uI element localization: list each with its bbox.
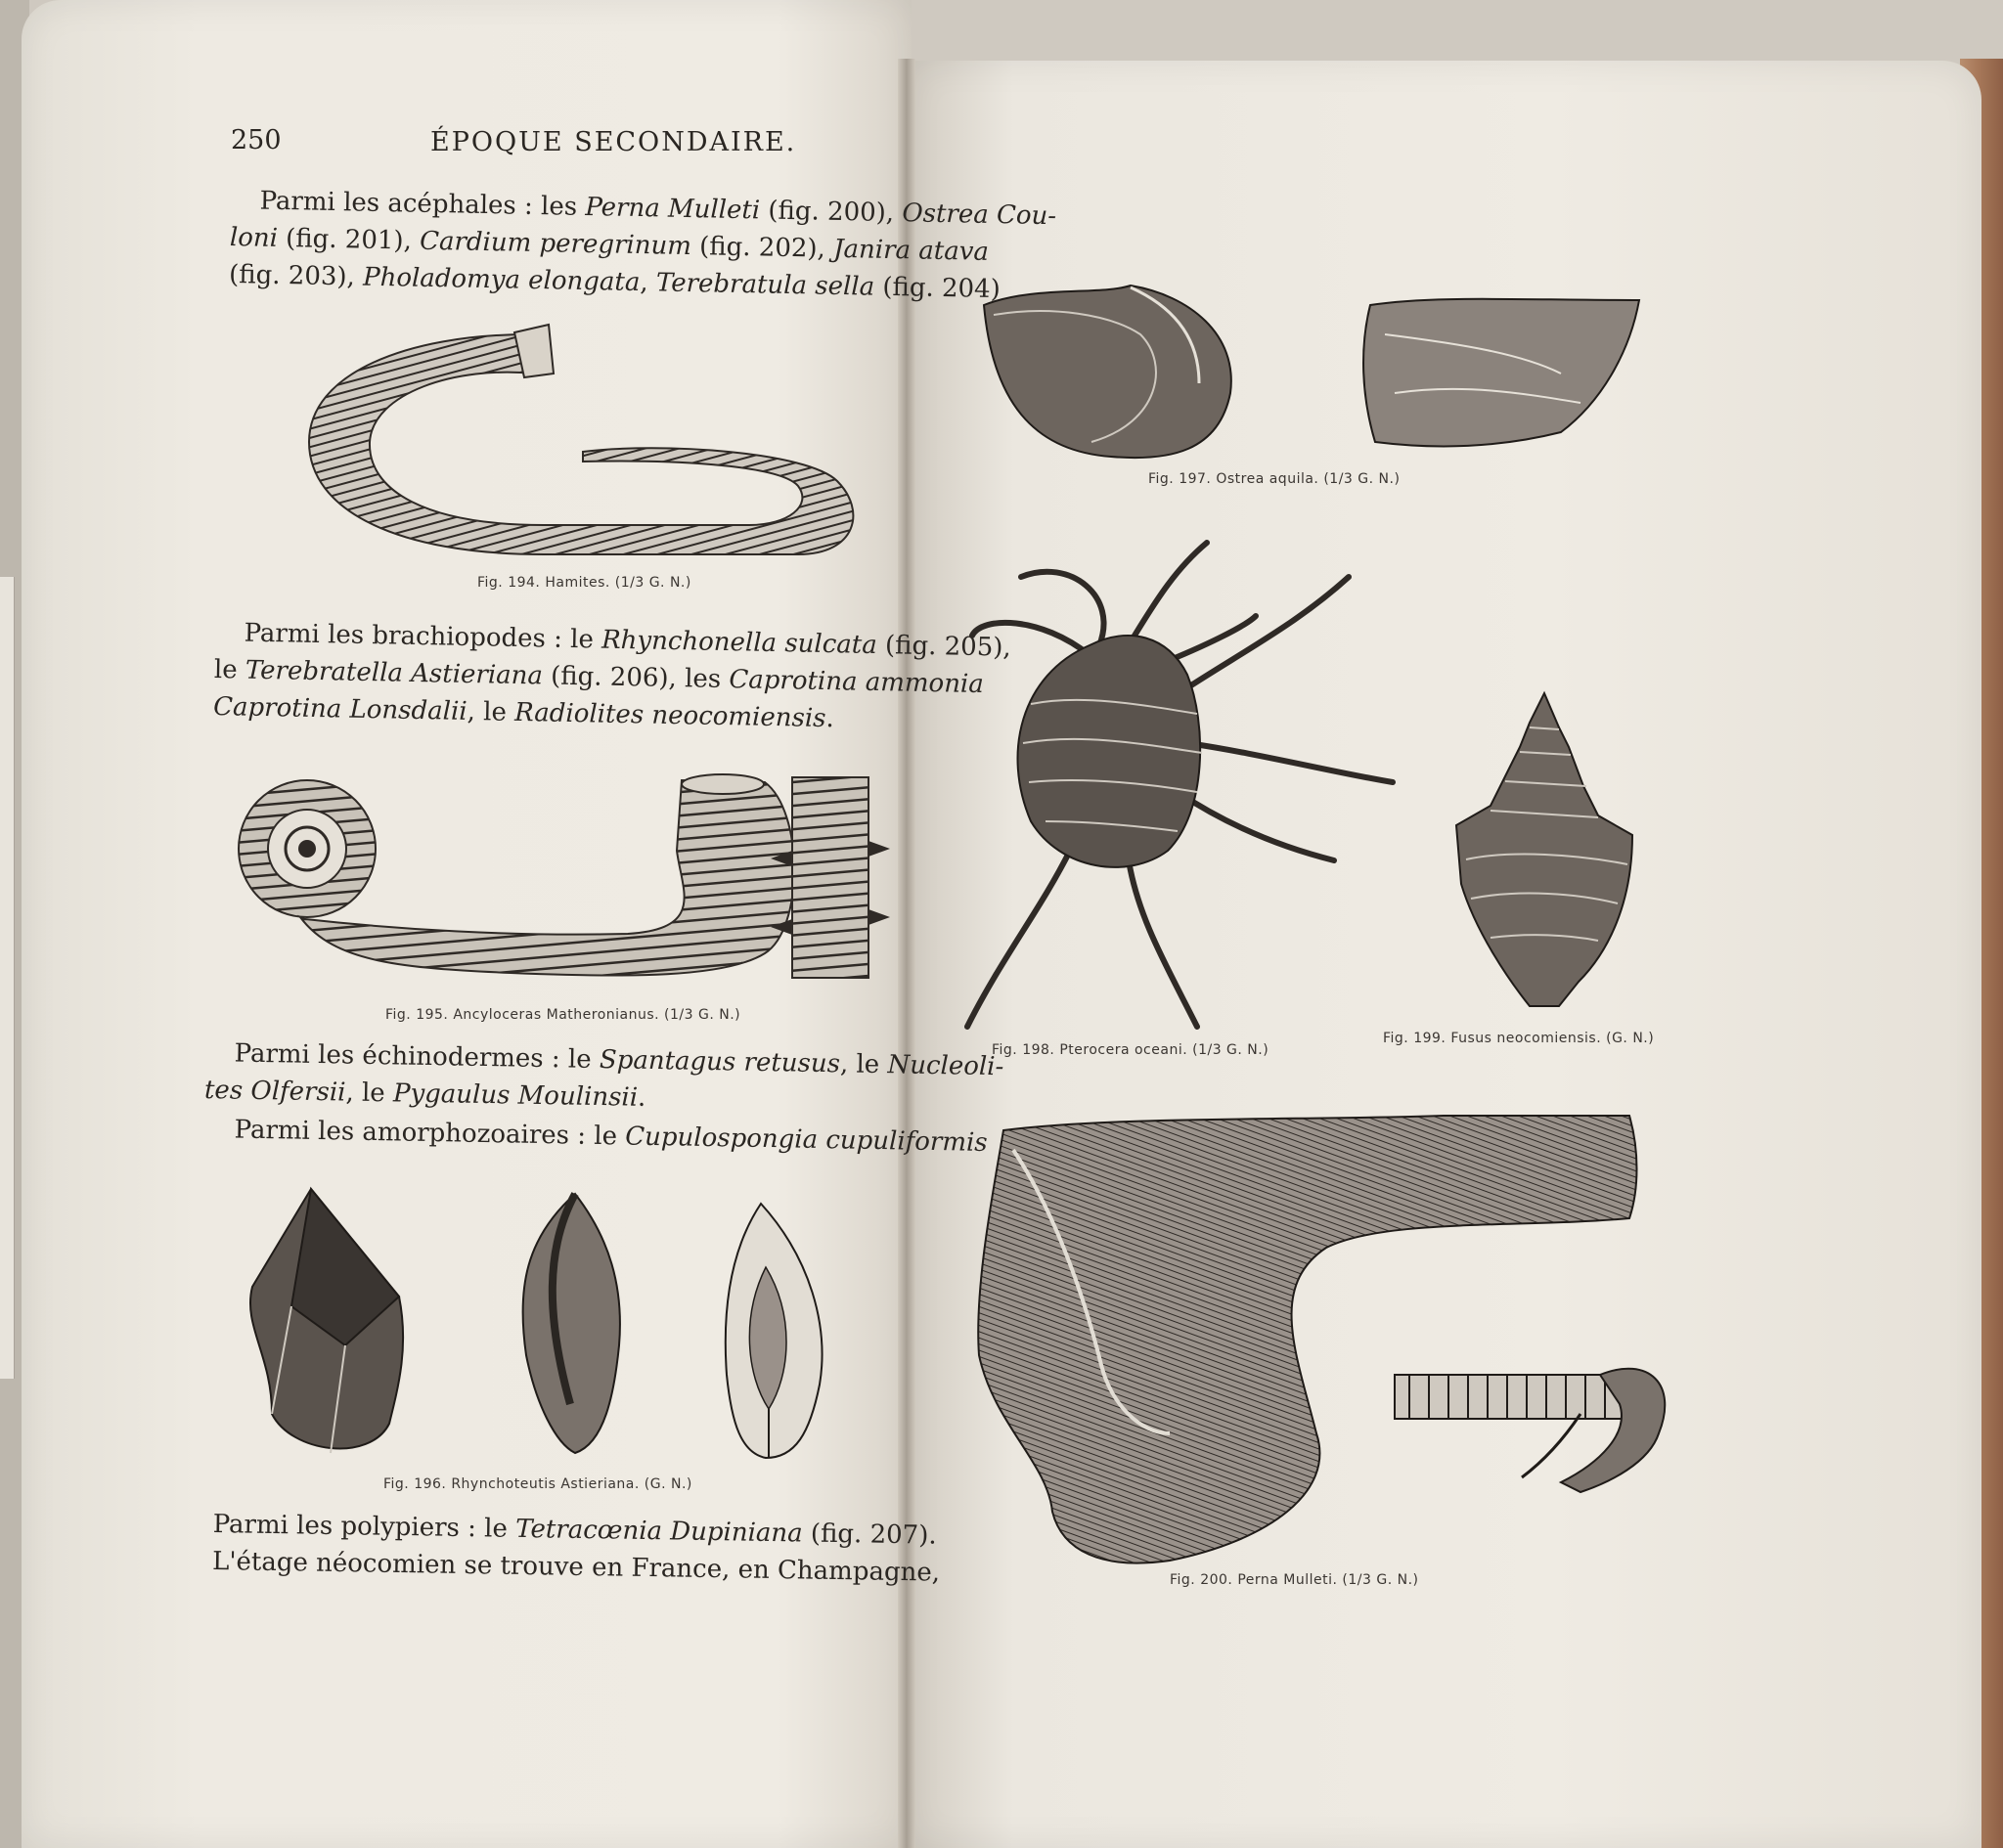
background-paper-strip xyxy=(0,577,15,1379)
fig194-caption: Fig. 194. Hamites. (1/3 G. N.) xyxy=(477,575,691,591)
fig198-caption: Fig. 198. Pterocera oceani. (1/3 G. N.) xyxy=(992,1042,1269,1058)
fig200-caption: Fig. 200. Perna Mulleti. (1/3 G. N.) xyxy=(1170,1572,1419,1588)
ostrea-aquila-engraving xyxy=(974,276,1639,471)
perna-mulleti-engraving xyxy=(974,1111,1678,1570)
fusus-neocomiensis-engraving xyxy=(1451,688,1637,1011)
text-line: Parmi les acéphales : les Perna Mulleti (fig. 200), Ostrea Cou- xyxy=(259,186,1057,232)
fig197-caption: Fig. 197. Ostrea aquila. (1/3 G. N.) xyxy=(1148,471,1401,487)
fig195-caption: Fig. 195. Ancyloceras Matheronianus. (1/3 G. N.) xyxy=(385,1007,741,1023)
paragraph-acephales xyxy=(229,182,1057,309)
paragraph-polypiers xyxy=(212,1506,941,1592)
text-line: Parmi les brachiopodes : le Rhynchonella sulcata (fig. 205), xyxy=(244,618,1011,663)
paragraph-echinodermes xyxy=(204,1034,1004,1122)
fig196-caption: Fig. 196. Rhynchoteutis Astieriana. (G. N.) xyxy=(383,1476,692,1492)
paragraph-brachiopodes xyxy=(213,614,1011,741)
text-line: Parmi les amorphozoaires : le Cupulospongia cupuliformis xyxy=(234,1115,988,1158)
text-line: Parmi les polypiers : le Tetracœnia Dupiniana (fig. 207). xyxy=(212,1509,937,1551)
text-line: tes Olfersii, le Pygaulus Moulinsii. xyxy=(203,1075,646,1113)
text-line: Parmi les échinodermes : le Spantagus retusus, le Nucleoli- xyxy=(234,1038,1004,1082)
rhynchoteutis-engraving xyxy=(233,1179,859,1473)
text-line: le Terebratella Astieriana (fig. 206), les Caprotina ammonia xyxy=(213,654,985,700)
ancyloceras-engraving xyxy=(217,772,892,997)
text-line: loni (fig. 201), Cardium peregrinum (fig. 202), Janira atava xyxy=(229,222,990,267)
hamites-engraving xyxy=(289,315,867,569)
text-line: L'étage néocomien se trouve en France, en Champagne, xyxy=(211,1546,941,1588)
fig199-caption: Fig. 199. Fusus neocomiensis. (G. N.) xyxy=(1383,1031,1655,1046)
pterocera-oceani-engraving xyxy=(962,538,1402,1036)
text-line: Caprotina Lonsdalii, le Radiolites neocomiensis. xyxy=(212,691,835,734)
running-head xyxy=(231,125,896,164)
text-line: (fig. 203), Pholadomya elongata, Terebratula sella (fig. 204) xyxy=(228,259,1002,305)
header-title: ÉPOQUE SECONDAIRE. xyxy=(430,127,797,157)
page-number: 250 xyxy=(231,125,282,155)
